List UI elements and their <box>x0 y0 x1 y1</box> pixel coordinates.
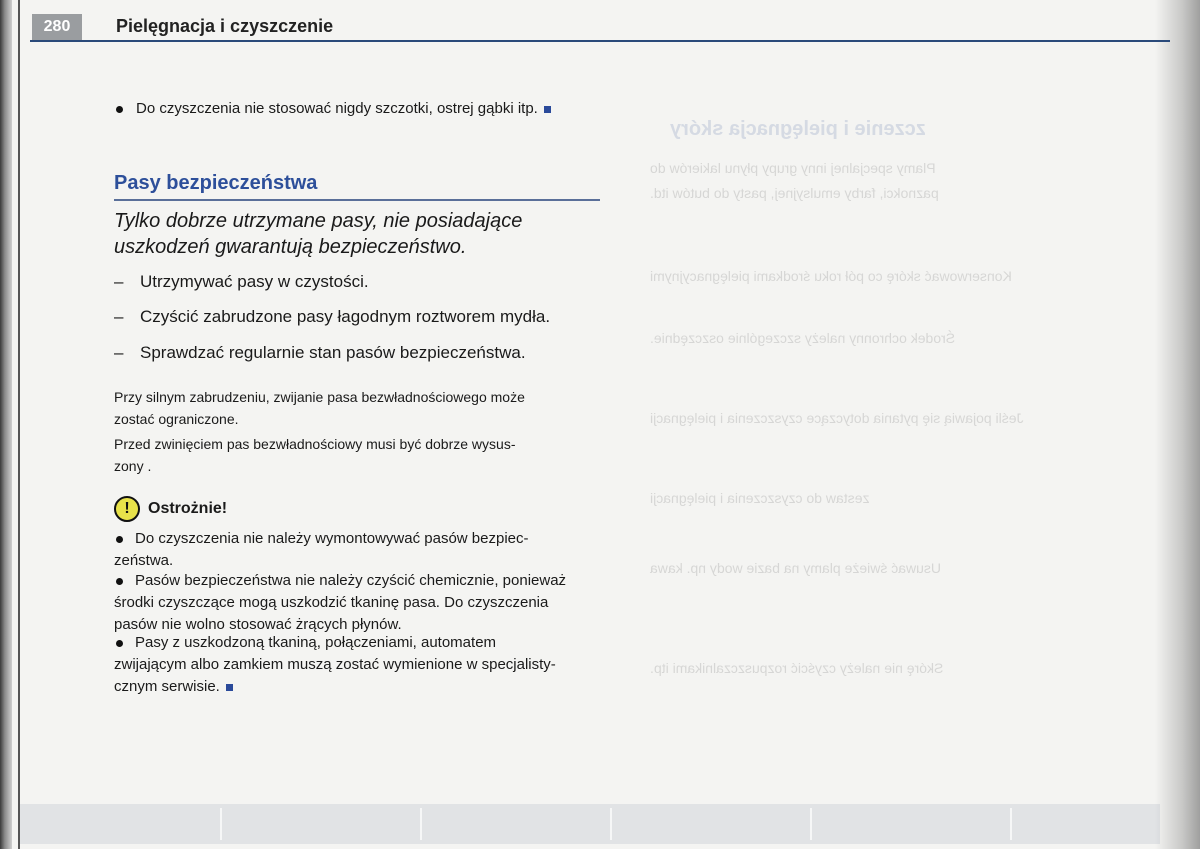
dash-item-text: Czyścić zabrudzone pasy łagodnym roztworem mydła. <box>140 307 551 326</box>
bottom-nav-bar <box>20 804 1160 844</box>
nav-divider <box>610 808 612 840</box>
warning-icon: ! <box>114 496 140 522</box>
warning-title: Ostrożnie! <box>148 500 228 517</box>
paragraph-line: zostać ograniczone. <box>114 411 239 427</box>
bleed-through-text: Jeśli pojawią się pytania dotyczące czyszczenia i pielęgnacji <box>650 410 1024 426</box>
dash-item <box>114 272 369 292</box>
dash-item-text: Utrzymywać pasy w czystości. <box>140 272 369 291</box>
warning-line: pasów nie wolno stosować żrących płynów. <box>114 616 402 633</box>
lead-text <box>114 208 604 260</box>
bleed-through-text: Środek ochronny należy szczególnie oszczędnie. <box>650 330 956 346</box>
paragraph-line: Przy silnym zabrudzeniu, zwijanie pasa bezwładnościowego może <box>114 389 525 405</box>
section-heading: Pasy bezpieczeństwa <box>114 172 600 201</box>
warning-line: Pasów bezpieczeństwa nie należy czyścić chemicznie, ponieważ <box>135 572 567 589</box>
intro-bullet <box>114 98 604 120</box>
dash-icon: – <box>114 343 124 362</box>
page-number: 280 <box>32 14 82 40</box>
bleed-through-text: Plamy specjalnej inny grupy płynu lakierów do <box>650 160 936 176</box>
warning-line: Do czyszczenia nie należy wymontowywać pasów bezpiec- <box>135 530 529 547</box>
bleed-through-text: paznokci, farby emulsyjnej, pasty do butów itd. <box>650 185 939 201</box>
dash-item <box>114 343 526 363</box>
warning-header <box>114 496 227 522</box>
paragraph-line: zony . <box>114 458 152 474</box>
list-item <box>114 98 604 120</box>
bleed-through-text: Konserwować skórę co pół roku środkami pielęgnacyjnymi <box>650 268 1012 284</box>
bullet-icon <box>116 536 123 543</box>
binding-edge <box>0 0 12 849</box>
nav-divider <box>420 808 422 840</box>
nav-divider <box>220 808 222 840</box>
paragraph <box>114 386 604 430</box>
list-item-text: Do czyszczenia nie stosować nigdy szczotki, ostrej gąbki itp. <box>136 100 538 117</box>
warning-item <box>114 528 604 572</box>
lead-line: uszkodzeń gwarantują bezpieczeństwo. <box>114 236 467 258</box>
nav-divider <box>810 808 812 840</box>
warning-line: cznym serwisie. <box>114 678 220 695</box>
dash-item-text: Sprawdzać regularnie stan pasów bezpieczeństwa. <box>140 343 526 362</box>
warning-line: zeństwa. <box>114 552 174 569</box>
bleed-through-text: Skórę nie należy czyścić rozpuszczalnikami itp. <box>650 660 944 676</box>
paragraph-line: Przed zwinięciem pas bezwładnościowy musi być dobrze wysus- <box>114 436 516 452</box>
chapter-title: Pielęgnacja i czyszczenie <box>116 16 334 36</box>
binding-line <box>18 0 20 849</box>
bullet-icon <box>116 640 123 647</box>
paragraph <box>114 433 604 477</box>
dash-icon: – <box>114 272 124 291</box>
nav-divider <box>1010 808 1012 840</box>
bleed-through-text: zestaw do czyszczenia i pielęgnacji <box>650 490 870 506</box>
header-rule <box>30 40 1170 42</box>
page-shadow <box>1155 0 1200 849</box>
warning-item <box>114 632 604 698</box>
bullet-icon <box>116 578 123 585</box>
warning-line: zwijającym albo zamkiem muszą zostać wymienione w specjalisty- <box>114 656 556 673</box>
end-mark-icon <box>544 106 551 113</box>
warning-line: Pasy z uszkodzoną tkaniną, połączeniami, automatem <box>135 634 497 651</box>
lead-line: Tylko dobrze utrzymane pasy, nie posiadające <box>114 210 523 232</box>
end-mark-icon <box>226 684 233 691</box>
bleed-through-text: zczenie i pielęgnacja skóry <box>670 118 926 140</box>
warning-line: środki czyszczące mogą uszkodzić tkaninę pasa. Do czyszczenia <box>114 594 549 611</box>
dash-icon: – <box>114 307 124 326</box>
warning-item <box>114 570 604 636</box>
dash-item <box>114 307 550 327</box>
bleed-through-text: Usuwać świeże plamy na bazie wody np. kawa <box>650 560 942 576</box>
